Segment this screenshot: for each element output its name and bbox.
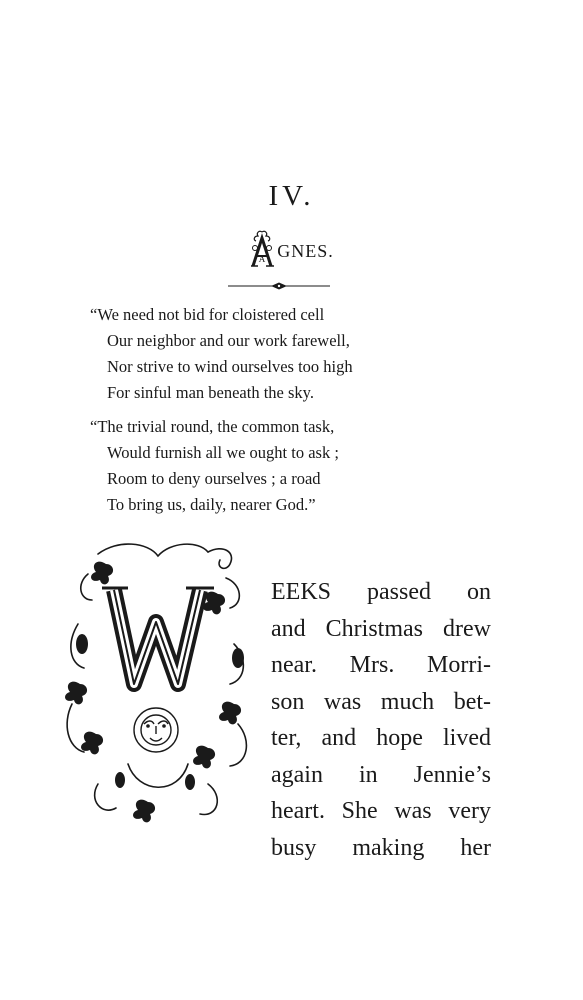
body-line bbox=[271, 793, 491, 830]
body-word: ter, bbox=[271, 725, 302, 751]
body-word: Morri- bbox=[427, 652, 491, 678]
body-word: drew bbox=[443, 615, 491, 642]
body-line bbox=[271, 611, 491, 648]
body-paragraph bbox=[271, 574, 491, 866]
body-word: bet- bbox=[453, 688, 491, 715]
body-word: much bbox=[380, 688, 435, 715]
body-word: Mrs. bbox=[349, 652, 395, 678]
chapter-title-text: GNES. bbox=[277, 241, 334, 261]
body-word: her bbox=[460, 834, 491, 861]
title-initial-letter: A bbox=[258, 254, 266, 264]
chapter-title bbox=[0, 228, 583, 272]
body-word: making bbox=[352, 834, 425, 861]
verse-line: “The trivial round, the common task, bbox=[90, 417, 335, 436]
body-word: again bbox=[271, 761, 323, 788]
body-line bbox=[271, 720, 491, 757]
drop-cap-letter: W bbox=[68, 819, 75, 826]
verse-line: Would furnish all we ought to ask ; bbox=[107, 443, 339, 462]
body-word: busy bbox=[271, 834, 317, 861]
epigraph bbox=[90, 302, 510, 526]
epigraph-stanza-2 bbox=[90, 414, 510, 518]
body-word: passed bbox=[367, 579, 431, 605]
body-line bbox=[271, 647, 491, 684]
body-line bbox=[271, 684, 491, 721]
body-word: was bbox=[323, 688, 362, 715]
body-word: Jennie’s bbox=[413, 761, 491, 788]
ornamental-rule bbox=[228, 282, 330, 290]
verse-line: To bring us, daily, nearer God.” bbox=[107, 495, 316, 514]
body-word: very bbox=[448, 798, 491, 824]
body-word: son bbox=[271, 688, 305, 715]
body-line bbox=[271, 574, 491, 611]
body-word: near. bbox=[271, 652, 317, 678]
chapter-number: IV. bbox=[268, 180, 315, 212]
body-word: lived bbox=[443, 725, 491, 751]
epigraph-stanza-1 bbox=[90, 302, 510, 406]
verse-line: Our neighbor and our work farewell, bbox=[107, 331, 350, 350]
verse-line: For sinful man beneath the sky. bbox=[107, 383, 314, 402]
body-word: and bbox=[321, 725, 357, 751]
verse-line: Room to deny ourselves ; a road bbox=[107, 469, 321, 488]
body-word: hope bbox=[376, 725, 423, 751]
body-word: was bbox=[394, 798, 432, 824]
body-line bbox=[271, 757, 491, 794]
verse-line: Nor strive to wind ourselves too high bbox=[107, 357, 353, 376]
body-word: Christmas bbox=[325, 615, 423, 642]
body-word: EEKS bbox=[271, 579, 331, 605]
body-word: and bbox=[271, 615, 306, 642]
body-line bbox=[271, 830, 491, 867]
body-word: in bbox=[358, 761, 378, 788]
body-word: on bbox=[466, 579, 491, 605]
verse-line: “We need not bid for cloistered cell bbox=[90, 305, 325, 324]
body-word: heart. bbox=[271, 798, 325, 824]
body-word: She bbox=[341, 798, 378, 824]
ornamental-drop-cap-w bbox=[58, 534, 258, 834]
ornamental-initial-a bbox=[249, 228, 275, 268]
